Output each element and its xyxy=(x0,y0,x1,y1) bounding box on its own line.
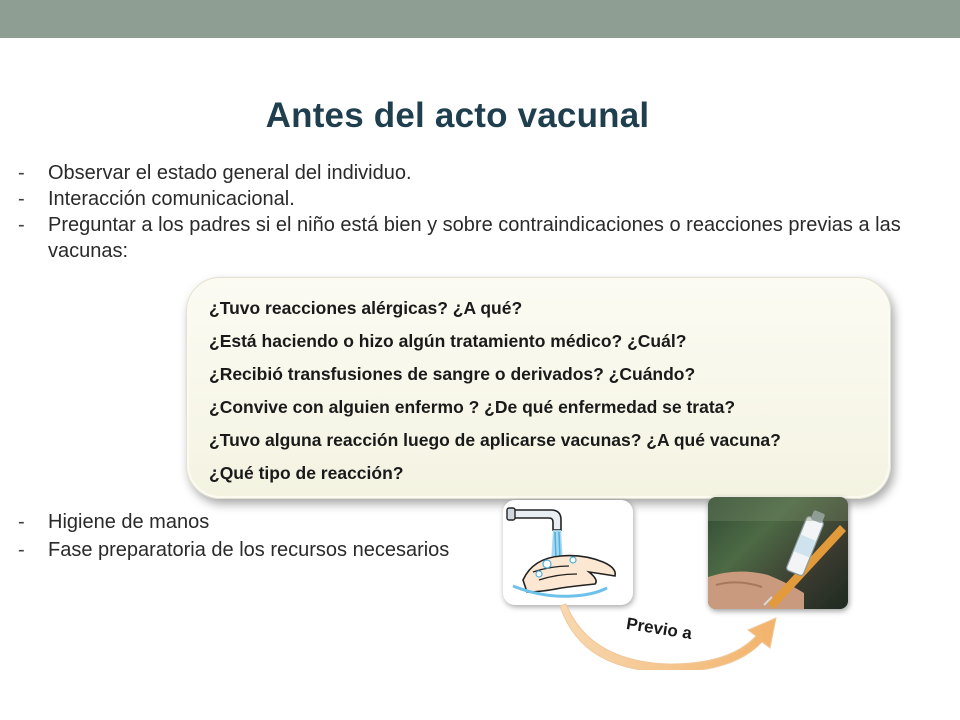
bottom-bullet-list xyxy=(18,508,538,564)
question-item: ¿Está haciendo o hizo algún tratamiento médico? ¿Cuál? xyxy=(209,331,687,351)
bullet-dash: - xyxy=(18,539,25,561)
bullet-text: Observar el estado general del individuo. xyxy=(48,162,412,184)
bullet-item xyxy=(18,186,918,212)
question-item: ¿Tuvo alguna reacción luego de aplicarse vacunas? ¿A qué vacuna? xyxy=(209,430,781,450)
question-item: ¿Qué tipo de reacción? xyxy=(209,463,404,483)
bullet-item xyxy=(18,536,538,564)
vaccine-vial-photo xyxy=(708,497,848,609)
bullet-dash: - xyxy=(18,214,25,236)
bullet-dash: - xyxy=(18,511,25,533)
bullet-item xyxy=(18,508,538,536)
question-item: ¿Recibió transfusiones de sangre o derivados? ¿Cuándo? xyxy=(209,364,696,384)
slide-title: Antes del acto vacunal xyxy=(265,96,650,135)
bullet-text: Interacción comunicacional. xyxy=(48,188,295,210)
bullet-item xyxy=(18,212,918,264)
hand-washing-icon xyxy=(503,500,633,605)
question-item: ¿Convive con alguien enfermo ? ¿De qué enfermedad se trata? xyxy=(209,397,736,417)
bullet-dash: - xyxy=(18,188,25,210)
top-bar xyxy=(0,0,960,38)
arrow-label: Previo a xyxy=(625,614,694,644)
top-bullet-list xyxy=(18,160,918,264)
vaccine-vial-icon xyxy=(708,497,848,609)
hand-washing-illustration xyxy=(503,500,633,605)
questions-box xyxy=(186,277,891,499)
bullet-item xyxy=(18,160,918,186)
bullet-text: Fase preparatoria de los recursos necesarios xyxy=(48,539,450,561)
bullet-text: Higiene de manos xyxy=(48,511,210,533)
bullet-dash: - xyxy=(18,162,25,184)
question-item: ¿Tuvo reacciones alérgicas? ¿A qué? xyxy=(209,298,523,318)
bullet-text: Preguntar a los padres si el niño está bien y sobre contraindicaciones o reacciones previas a las vacunas: xyxy=(48,214,901,262)
